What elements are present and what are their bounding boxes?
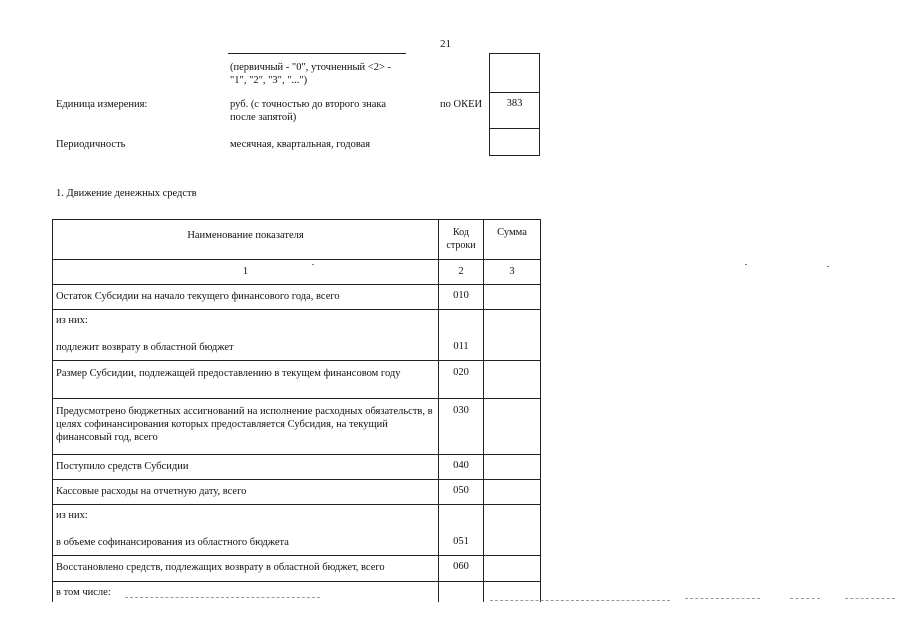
row-name: Размер Субсидии, подлежащей предоставлению в текущем финансовом году: [53, 361, 439, 399]
table-row: [53, 582, 541, 602]
periodicity-value: месячная, квартальная, годовая: [230, 139, 371, 150]
cash-flow-table: [52, 219, 541, 602]
unit-value: руб. (с точностью до второго знака после запятой): [230, 99, 387, 123]
row-code: [439, 505, 484, 531]
row-code: [439, 310, 484, 336]
header-name: Наименование показателя: [53, 220, 439, 260]
row-sum[interactable]: [484, 582, 541, 602]
row-sum[interactable]: [484, 336, 541, 361]
num-2: 2: [439, 260, 484, 285]
scan-artifact-line: [490, 600, 670, 601]
row-code: 051: [439, 531, 484, 556]
version-box: [489, 53, 540, 93]
table-row: [53, 361, 541, 399]
row-name: Предусмотрено бюджетных ассигнований на исполнение расходных обязательств, в целях софинансирования которых предоставляется Субсидия, на текущий финансовый год, всего: [53, 399, 439, 455]
header-sum: Сумма: [484, 220, 541, 260]
header-code: Код строки: [439, 220, 484, 260]
row-name: из них:: [53, 310, 439, 336]
numbering-row: [53, 260, 541, 285]
row-name: из них:: [53, 505, 439, 531]
row-sum[interactable]: [484, 480, 541, 505]
scan-artifact-line: [790, 598, 820, 599]
row-code: 011: [439, 336, 484, 361]
scan-artifact-dot: [745, 264, 747, 265]
scan-artifact-line: [685, 598, 760, 599]
scan-artifact-dot: [312, 264, 314, 265]
table-row: [53, 285, 541, 310]
num-3: 3: [484, 260, 541, 285]
row-code: 010: [439, 285, 484, 310]
row-code: 030: [439, 399, 484, 455]
table-row: [53, 455, 541, 480]
unit-label: Единица измерения:: [56, 99, 148, 110]
okei-code-box: 383: [489, 92, 540, 129]
periodicity-label: Периодичность: [56, 139, 126, 150]
table-row: [53, 556, 541, 582]
table-row: [53, 336, 541, 361]
row-code: 020: [439, 361, 484, 399]
page-number: 21: [440, 38, 451, 50]
table-row: [53, 531, 541, 556]
row-code: [439, 582, 484, 602]
okei-label: по ОКЕИ: [440, 99, 483, 110]
row-code: 060: [439, 556, 484, 582]
row-name: Поступило средств Субсидии: [53, 455, 439, 480]
section-title: 1. Движение денежных средств: [56, 188, 197, 199]
table-row: [53, 399, 541, 455]
scan-artifact-line: [125, 597, 320, 598]
row-name: в объеме софинансирования из областного бюджета: [53, 531, 439, 556]
table-row: [53, 310, 541, 336]
table-row: [53, 505, 541, 531]
scan-artifact-dot: [827, 266, 829, 267]
table-row: [53, 480, 541, 505]
top-rule: [228, 53, 406, 54]
row-code: 050: [439, 480, 484, 505]
row-name: Кассовые расходы на отчетную дату, всего: [53, 480, 439, 505]
table-header-row: [53, 220, 541, 260]
row-name: в том числе:: [53, 582, 439, 602]
row-code: 040: [439, 455, 484, 480]
row-name: подлежит возврату в областной бюджет: [53, 336, 439, 361]
version-note: (первичный - "0", уточненный <2> - "1", "2", "3", "..."): [230, 62, 391, 86]
periodicity-box: [489, 129, 540, 156]
scan-artifact-line: [845, 598, 895, 599]
row-sum[interactable]: [484, 310, 541, 336]
row-sum[interactable]: [484, 361, 541, 399]
row-sum[interactable]: [484, 455, 541, 480]
row-sum[interactable]: [484, 285, 541, 310]
row-sum[interactable]: [484, 531, 541, 556]
row-name: Остаток Субсидии на начало текущего финансового года, всего: [53, 285, 439, 310]
row-name: Восстановлено средств, подлежащих возврату в областной бюджет, всего: [53, 556, 439, 582]
row-sum[interactable]: [484, 399, 541, 455]
row-sum[interactable]: [484, 505, 541, 531]
row-sum[interactable]: [484, 556, 541, 582]
num-1: 1: [53, 260, 439, 285]
